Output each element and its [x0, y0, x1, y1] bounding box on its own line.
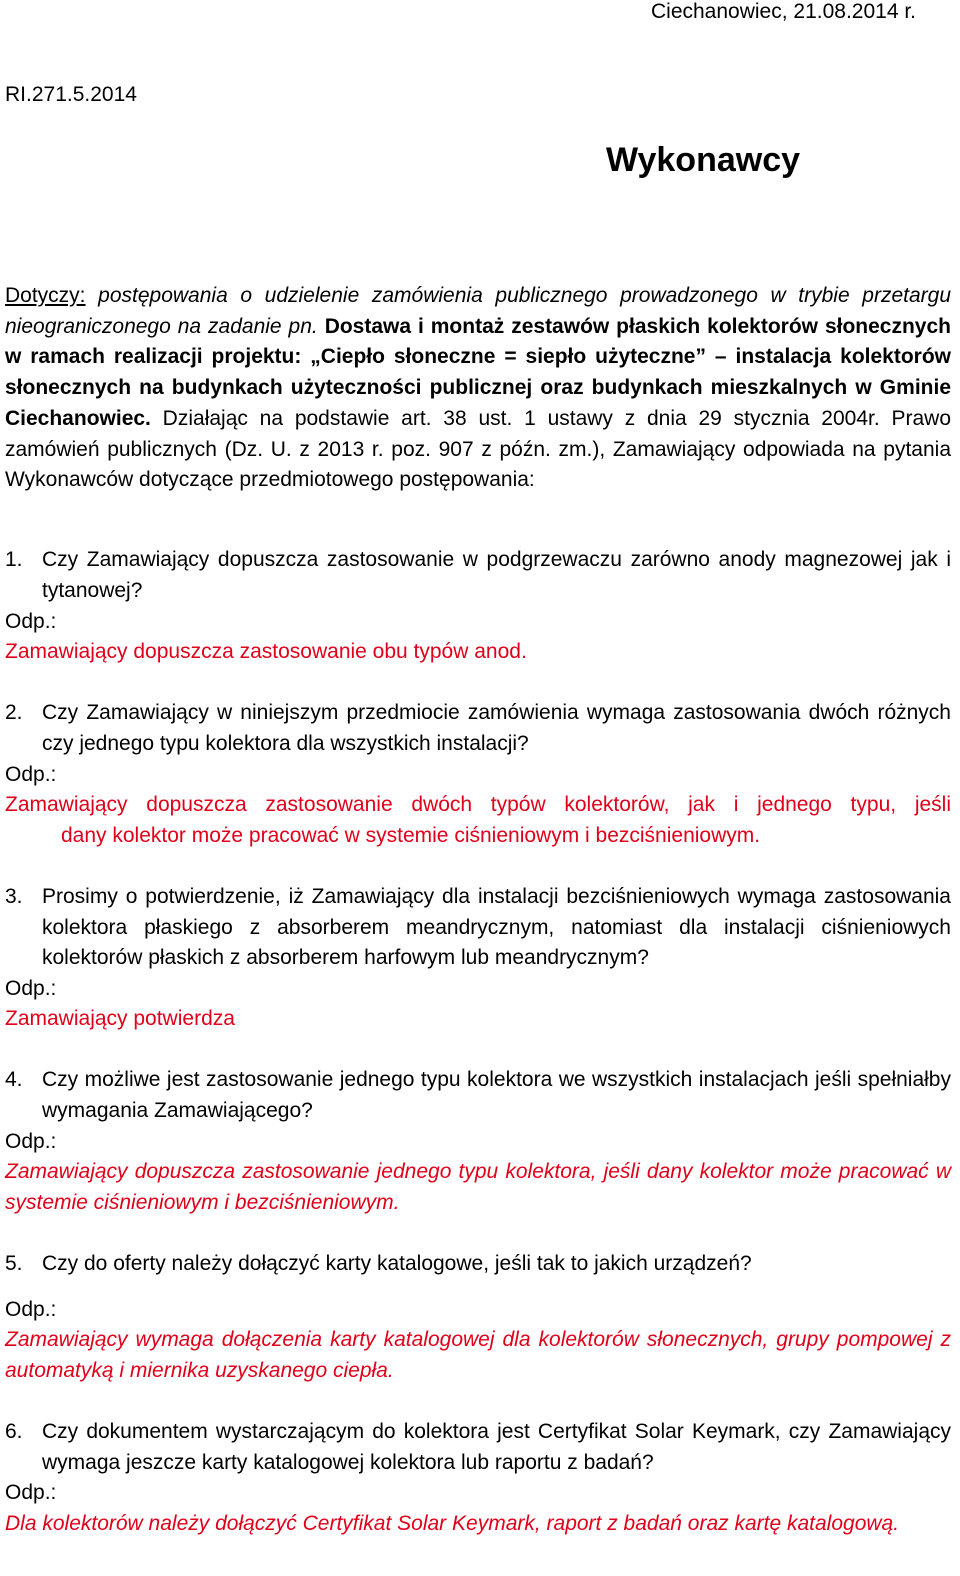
- question-number: 3.: [5, 885, 23, 908]
- place-and-date: Ciechanowiec, 21.08.2014 r.: [650, 0, 916, 23]
- question-number: 2.: [5, 701, 23, 724]
- answer-label-5: Odp.:: [5, 1298, 57, 1321]
- question-text: Czy możliwe jest zastosowanie jednego typu kolektora we wszystkich instalacjach jeśli spełniałby wymagania Zamawiającego?: [42, 1068, 951, 1122]
- intro-bold-text: Dostawa i montaż zestawów płaskich kolektorów słonecznych w ramach realizacji projektu: „Ciepło słoneczne = siepło użyteczne” – instalacja kolektorów słonecznych na budynkach użyteczności publicznej oraz budynkach mieszkalnych w Gminie Ciechanowiec.: [5, 314, 951, 430]
- intro-label: Dotyczy:: [5, 284, 86, 307]
- question-2: [5, 698, 951, 759]
- question-number: 4.: [5, 1068, 23, 1091]
- question-number: 5.: [5, 1252, 23, 1275]
- question-number: 1.: [5, 548, 23, 571]
- answer-line: Zamawiający dopuszcza zastosowanie dwóch typów kolektorów, jak i jednego typu, jeśli: [5, 793, 951, 816]
- question-text: Czy dokumentem wystarczającym do kolektora jest Certyfikat Solar Keymark, czy Zamawiający wymaga jeszcze karty katalogowej kolektora lub raportu z badań?: [42, 1420, 951, 1474]
- intro-italic-text: postępowania o udzielenie zamówienia publicznego prowadzonego w trybie przetargu nieograniczonego na zadanie pn.: [5, 284, 951, 338]
- answer-1: Zamawiający dopuszcza zastosowanie obu typów anod.: [5, 640, 527, 663]
- answer-line: dany kolektor może pracować w systemie ciśnieniowym i bezciśnieniowym.: [61, 823, 761, 847]
- question-text: Czy do oferty należy dołączyć karty katalogowe, jeśli tak to jakich urządzeń?: [42, 1252, 752, 1275]
- answer-4: Zamawiający dopuszcza zastosowanie jednego typu kolektora, jeśli dany kolektor może pracować w systemie ciśnieniowym i bezciśnieniowym.: [5, 1160, 951, 1214]
- question-text: Prosimy o potwierdzenie, iż Zamawiający dla instalacji bezciśnieniowych wymaga zastosowania kolektora płaskiego z absorberem meandrycznym, natomiast dla instalacji ciśnieniowych kolektorów płaskich z absorberem harfowym lub meandrycznym?: [42, 885, 951, 970]
- question-text: Czy Zamawiający dopuszcza zastosowanie w podgrzewaczu zarówno anody magnezowej jak i tytanowej?: [42, 548, 951, 602]
- answer-label-3: Odp.:: [5, 977, 57, 1000]
- answer-2: [5, 790, 951, 851]
- question-5: [5, 1249, 951, 1280]
- answer-3: Zamawiający potwierdza: [5, 1007, 235, 1030]
- answer-label-6: Odp.:: [5, 1481, 57, 1504]
- question-6: [5, 1417, 951, 1478]
- answer-label-1: Odp.:: [5, 610, 57, 633]
- reference-number: RI.271.5.2014: [5, 83, 137, 106]
- question-text: Czy Zamawiający w niniejszym przedmiocie zamówienia wymaga zastosowania dwóch różnych czy jednego typu kolektora dla wszystkich instalacji?: [42, 701, 951, 755]
- intro-plain-text: Działając na podstawie art. 38 ust. 1 ustawy z dnia 29 stycznia 2004r. Prawo zamówień publicznych (Dz. U. z 2013 r. poz. 907 z późn. zm.), Zamawiający odpowiada na pytania Wykonawców dotyczące przedmiotowego postępowania:: [5, 406, 951, 492]
- question-1: [5, 545, 951, 606]
- answer-label-4: Odp.:: [5, 1130, 57, 1153]
- answer-6: Dla kolektorów należy dołączyć Certyfikat Solar Keymark, raport z badań oraz kartę katalogową.: [5, 1512, 900, 1535]
- answer-5: Zamawiający wymaga dołączenia karty katalogowej dla kolektorów słonecznych, grupy pompowej z automatyką i miernika uzyskanego ciepła.: [5, 1328, 951, 1382]
- question-3: [5, 882, 951, 974]
- answer-label-2: Odp.:: [5, 763, 57, 786]
- question-4: [5, 1065, 951, 1126]
- intro-paragraph: [5, 281, 951, 496]
- question-number: 6.: [5, 1420, 23, 1443]
- document-title: Wykonawcy: [606, 141, 801, 179]
